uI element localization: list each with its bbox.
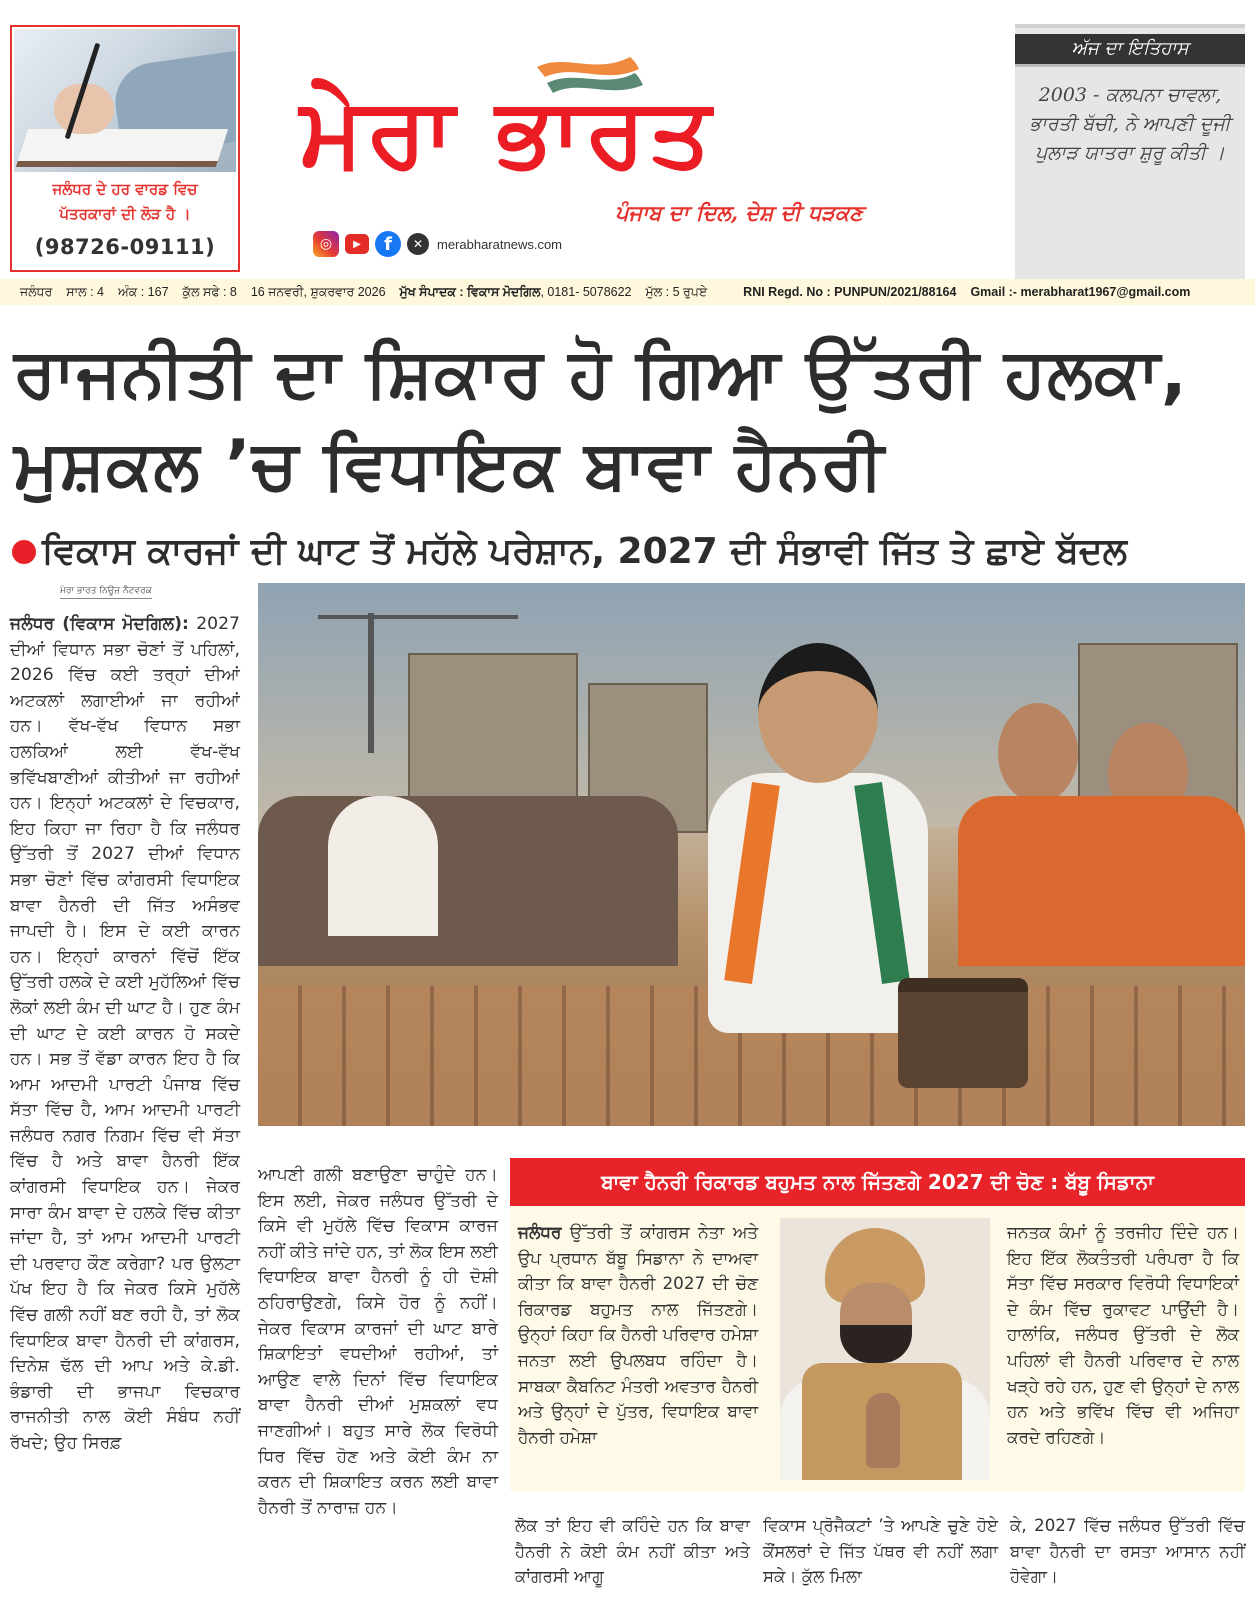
info-editor: ਮੁੱਖ ਸੰਪਾਦਕ : ਵਿਕਾਸ ਮੋਦਗਿਲ [399,284,541,299]
info-date: 16 ਜਨਵਰੀ, ਸ਼ੁਕਰਵਾਰ 2026 [250,284,386,299]
main-illustration [258,583,1245,1126]
side-story-dateline: ਜਲੰਧਰ [518,1222,562,1242]
article-col1-text: 2027 ਦੀਆਂ ਵਿਧਾਨ ਸਭਾ ਚੋਣਾਂ ਤੋਂ ਪਹਿਲਾਂ, 2026 ਵਿੱਚ ਕਈ ਤਰ੍ਹਾਂ ਦੀਆਂ ਅਟਕਲਾਂ ਲਗਾਈਆਂ ਜਾ ਰਹੀਆਂ ਹਨ। ਵੱਖ-ਵੱਖ ਵਿਧਾਨ ਸਭਾ ਹਲਕਿਆਂ ਲਈ ਵੱਖ-ਵੱਖ ਭਵਿੱਖਬਾਣੀਆਂ ਕੀਤੀਆਂ ਜਾ ਰਹੀਆਂ ਹਨ। ਇਨ੍ਹਾਂ ਅਟਕਲਾਂ ਦੇ ਵਿਚਕਾਰ, ਇਹ ਕਿਹਾ ਜਾ ਰਿਹਾ ਹੈ ਕਿ ਜਲੰਧਰ ਉੱਤਰੀ ਤੋਂ 2027 ਦੀਆਂ ਵਿਧਾਨ ਸਭਾ ਚੋਣਾਂ ਵਿੱਚ ਕਾਂਗਰਸੀ ਵਿਧਾਇਕ ਬਾਵਾ ਹੈਨਰੀ ਦੀ ਜਿੱਤ ਅਸੰਭਵ ਜਾਪਦੀ ਹੈ। ਇਸ ਦੇ ਕਈ ਕਾਰਨ ਹਨ। ਇਨ੍ਹਾਂ ਕਾਰਨਾਂ ਵਿੱਚੋਂ ਇੱਕ ਉੱਤਰੀ ਹਲਕੇ ਦੇ ਕਈ ਮੁਹੱਲਿਆਂ ਵਿੱਚ ਲੋਕਾਂ ਲਈ ਕੰਮ ਦੀ ਘਾਟ ਹੈ। ਹੁਣ ਕੰਮ ਦੀ ਘਾਟ ਦੇ ਕਈ ਕਾਰਨ ਹੋ ਸਕਦੇ ਹਨ। ਸਭ ਤੋਂ ਵੱਡਾ ਕਾਰਨ ਇਹ ਹੈ ਕਿ ਆਮ ਆਦਮੀ ਪਾਰਟੀ ਪੰਜਾਬ ਵਿੱਚ ਸੱਤਾ ਵਿੱਚ ਹੈ, ਆਮ ਆਦਮੀ ਪਾਰਟੀ ਜਲੰਧਰ ਨਗਰ ਨਿਗਮ ਵਿੱਚ ਵੀ ਸੱਤਾ ਵਿੱਚ ਹੈ ਅਤੇ ਬਾਵਾ ਹੈਨਰੀ ਇੱਕ ਕਾਂਗਰਸੀ ਵਿਧਾਇਕ ਹਨ। ਜੇਕਰ ਸਾਰਾ ਕੰਮ ਬਾਵਾ ਦੇ ਹਲਕੇ ਵਿੱਚ ਕੀਤਾ ਜਾਂਦਾ ਹੈ, ਤਾਂ ਆਮ ਆਦਮੀ ਪਾਰਟੀ ਦੀ ਪਰਵਾਹ ਕੌਣ ਕਰੇਗਾ? ਪਰ ਉਲਟਾ ਪੱਖ ਇਹ ਹੈ ਕਿ ਜੇਕਰ ਕਿਸੇ ਮੁਹੱਲੇ ਵਿੱਚ ਗਲੀ ਨਹੀਂ ਬਣ ਰਹੀ ਹੈ, ਤਾਂ ਲੋਕ ਵਿਧਾਇਕ ਬਾਵਾ ਹੈਨਰੀ ਦੀ ਕਾਂਗਰਸ, ਦਿਨੇਸ਼ ਢੱਲ ਦੀ ਆਪ ਅਤੇ ਕੇ.ਡੀ. ਭੰਡਾਰੀ ਦੀ ਭਾਜਪਾ ਵਿਚਕਾਰ ਰਾਜਨੀਤੀ ਨਾਲ ਕੋਈ ਸੰਬੰਧ ਨਹੀਂ ਰੱਖਦੇ; ਉਹ ਸਿਰਫ਼ [10,614,240,1453]
ad-text-line1: ਜਲੰਧਰ ਦੇ ਹਰ ਵਾਰਡ ਵਿਚ [52,180,198,198]
bottom-column-3: ਕੇ, 2027 ਵਿੱਚ ਜਲੰਧਰ ਉੱਤਰੀ ਵਿੱਚ ਬਾਵਾ ਹੈਨਰੀ ਦਾ ਰਸਤਾ ਆਸਾਨ ਨਹੀਂ ਹੋਵੇਗਾ। [1010,1516,1245,1587]
youtube-icon[interactable]: ▶ [345,234,369,254]
bottom-column-1: ਲੋਕ ਤਾਂ ਇਹ ਵੀ ਕਹਿੰਦੇ ਹਨ ਕਿ ਬਾਵਾ ਹੈਨਰੀ ਨੇ ਕੋਈ ਕੰਮ ਨਹੀਂ ਕੀਤਾ ਅਤੇ ਕਾਂਗਰਸੀ ਆਗੂ [515,1516,750,1587]
info-price: ਮੁੱਲ : 5 ਰੁਪਏ [645,284,708,299]
info-gmail: Gmail :- merabharat1967@gmail.com [970,285,1191,299]
facebook-icon[interactable]: f [375,231,401,257]
portrait-photo [780,1218,990,1480]
article-column-1 [10,612,240,1457]
info-pages: ਕੁੱਲ ਸਫੇ : 8 [182,284,237,299]
byline: ਮੇਰਾ ਭਾਰਤ ਨਿਊਜ਼ ਨੈਟਵਰਕ [60,586,152,599]
bottom-column-2: ਵਿਕਾਸ ਪ੍ਰੋਜੈਕਟਾਂ ’ਤੇ ਆਪਣੇ ਚੁਣੇ ਹੋਏ ਕੌਂਸਲਰਾਂ ਦੇ ਜਿੱਤ ਪੱਥਰ ਵੀ ਨਹੀਂ ਲਗਾ ਸਕੇ। ਕੁੱਲ ਮਿਲਾ [763,1516,998,1587]
ad-phone: (98726-09111) [34,235,216,259]
x-icon[interactable]: ✕ [407,233,429,255]
info-phone: , 0181- 5078622 [540,285,632,299]
info-rni: RNI Regd. No : PUNPUN/2021/88164 [743,285,957,299]
briefcase [898,978,1028,1088]
history-body: 2003 - ਕਲਪਨਾ ਚਾਵਲਾ, ਭਾਰਤੀ ਬੱਚੀ, ਨੇ ਆਪਣੀ ਦੂਜੀ ਪੁਲਾੜ ਯਾਤਰਾ ਸ਼ੁਰੂ ਕੀਤੀ । [1029,84,1231,164]
red-bullet-icon [12,540,36,564]
side-story-column-2: ਜਨਤਕ ਕੰਮਾਂ ਨੂੰ ਤਰਜੀਹ ਦਿੰਦੇ ਹਨ। ਇਹ ਇੱਕ ਲੋਕਤੰਤਰੀ ਪਰੰਪਰਾ ਹੈ ਕਿ ਸੱਤਾ ਵਿੱਚ ਸਰਕਾਰ ਵਿਰੋਧੀ ਵਿਧਾਇਕਾਂ ਦੇ ਕੰਮ ਵਿੱਚ ਰੁਕਾਵਟ ਪਾਉਂਦੀ ਹੈ। ਹਾਲਾਂਕਿ, ਜਲੰਧਰ ਉੱਤਰੀ ਦੇ ਲੋਕ ਪਹਿਲਾਂ ਵੀ ਹੈਨਰੀ ਪਰਿਵਾਰ ਦੇ ਨਾਲ ਖੜ੍ਹੇ ਰਹੇ ਹਨ, ਹੁਣ ਵੀ ਉਨ੍ਹਾਂ ਦੇ ਨਾਲ ਹਨ ਅਤੇ ਭਵਿੱਖ ਵਿੱਚ ਵੀ ਅਜਿਹਾ ਕਰਦੇ ਰਹਿਣਗੇ। [1007,1222,1239,1447]
side-story-col1-text: ਉੱਤਰੀ ਤੋਂ ਕਾਂਗਰਸ ਨੇਤਾ ਅਤੇ ਉਪ ਪ੍ਰਧਾਨ ਬੱਬੂ ਸਿਡਾਨਾ ਨੇ ਦਾਅਵਾ ਕੀਤਾ ਕਿ ਬਾਵਾ ਹੈਨਰੀ 2027 ਦੀ ਚੋਣ ਰਿਕਾਰਡ ਬਹੁਮਤ ਨਾਲ ਜਿੱਤਣਗੇ। ਉਨ੍ਹਾਂ ਕਿਹਾ ਕਿ ਹੈਨਰੀ ਪਰਿਵਾਰ ਹਮੇਸ਼ਾ ਜਨਤਾ ਲਈ ਉਪਲਬਧ ਰਹਿੰਦਾ ਹੈ। ਸਾਬਕਾ ਕੈਬਨਿਟ ਮੰਤਰੀ ਅਵਤਾਰ ਹੈਨਰੀ ਅਤੇ ਉਨ੍ਹਾਂ ਦੇ ਪੁੱਤਰ, ਵਿਧਾਇਕ ਬਾਵਾ ਹੈਨਰੀ ਹਮੇਸ਼ਾ [518,1222,758,1447]
website-link[interactable]: merabharatnews.com [437,236,562,252]
info-year: ਸਾਲ : 4 [66,284,104,299]
main-headline: ਰਾਜਨੀਤੀ ਦਾ ਸ਼ਿਕਾਰ ਹੋ ਗਿਆ ਉੱਤਰੀ ਹਲਕਾ, ਮੁਸ਼ਕਲ ’ਚ ਵਿਧਾਇਕ ਬਾਵਾ ਹੈਨਰੀ [14,334,1188,505]
ad-text-line2: ਪੱਤਰਕਾਰਾਂ ਦੀ ਲੋੜ ਹੈ । [59,205,191,223]
social-links [313,231,562,257]
info-city: ਜਲੰਧਰ [20,284,53,299]
sub-headline [12,528,1127,576]
sub-headline-text: ਵਿਕਾਸ ਕਾਰਜਾਂ ਦੀ ਘਾਟ ਤੋਂ ਮਹੱਲੇ ਪਰੇਸ਼ਾਨ, 2027 ਦੀ ਸੰਭਾਵੀ ਜਿੱਤ ਤੇ ਛਾਏ ਬੱਦਲ [42,531,1127,572]
logo-text: ਮੇਰਾ ਭਾਰਤ [300,76,715,188]
side-story-column-1 [518,1220,758,1450]
article-dateline: ਜਲੰਧਰ (ਵਿਕਾਸ ਮੋਦਗਿਲ): [10,614,189,634]
edition-info-bar [0,279,1255,305]
instagram-icon[interactable]: ◎ [313,231,339,257]
side-story-headline: ਬਾਵਾ ਹੈਨਰੀ ਰਿਕਾਰਡ ਬਹੁਮਤ ਨਾਲ ਜਿੱਤਣਗੇ 2027 ਦੀ ਚੋਣ : ਬੱਬੂ ਸਿਡਾਨਾ [510,1158,1245,1206]
history-title: ਅੱਜ ਦਾ ਇਤਿਹਾਸ [1015,34,1245,67]
ad-text [12,177,238,227]
ad-photo-writing-hand [14,29,236,172]
newspaper-logo [295,55,995,190]
today-in-history-box [1015,24,1245,279]
recruitment-ad [10,25,240,272]
tagline: ਪੰਜਾਬ ਦਾ ਦਿਲ, ਦੇਸ਼ ਦੀ ਧੜਕਣ [615,200,864,225]
info-issue: ਅੰਕ : 167 [117,284,169,299]
article-column-2: ਆਪਣੀ ਗਲੀ ਬਣਾਉਣਾ ਚਾਹੁੰਦੇ ਹਨ। ਇਸ ਲਈ, ਜੇਕਰ ਜਲੰਧਰ ਉੱਤਰੀ ਦੇ ਕਿਸੇ ਵੀ ਮੁਹੱਲੇ ਵਿੱਚ ਵਿਕਾਸ ਕਾਰਜ ਨਹੀਂ ਕੀਤੇ ਜਾਂਦੇ ਹਨ, ਤਾਂ ਲੋਕ ਇਸ ਲਈ ਵਿਧਾਇਕ ਬਾਵਾ ਹੈਨਰੀ ਨੂੰ ਹੀ ਦੋਸ਼ੀ ਠਹਿਰਾਉਣਗੇ, ਕਿਸੇ ਹੋਰ ਨੂੰ ਨਹੀਂ। ਜੇਕਰ ਵਿਕਾਸ ਕਾਰਜਾਂ ਦੀ ਘਾਟ ਬਾਰੇ ਸ਼ਿਕਾਇਤਾਂ ਵਧਦੀਆਂ ਰਹੀਆਂ, ਤਾਂ ਆਉਣ ਵਾਲੇ ਦਿਨਾਂ ਵਿੱਚ ਵਿਧਾਇਕ ਬਾਵਾ ਹੈਨਰੀ ਦੀਆਂ ਮੁਸ਼ਕਲਾਂ ਵਧ ਜਾਣਗੀਆਂ। ਬਹੁਤ ਸਾਰੇ ਲੋਕ ਵਿਰੋਧੀ ਧਿਰ ਵਿੱਚ ਹੋਣ ਅਤੇ ਕੋਈ ਕੰਮ ਨਾ ਕਰਨ ਦੀ ਸ਼ਿਕਾਇਤ ਕਰਨ ਲਈ ਬਾਵਾ ਹੈਨਰੀ ਤੋਂ ਨਾਰਾਜ਼ ਹਨ। [258,1165,498,1518]
